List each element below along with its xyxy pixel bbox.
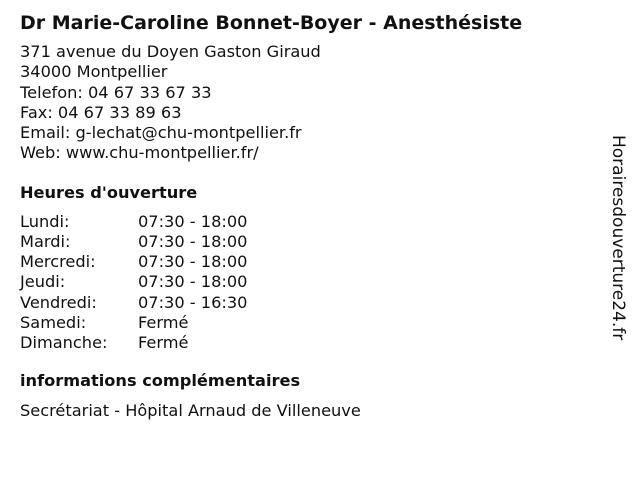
day-label: Dimanche: [20,333,108,352]
phone-line[interactable]: Telefon: 04 67 33 67 33 [20,82,212,102]
time-value: 07:30 - 16:30 [138,292,248,312]
hours-row-friday [20,293,600,313]
hours-row-sunday [20,333,600,353]
address-line-2: 34000 Montpellier [20,62,168,82]
day-label: Lundi: [20,211,70,231]
page-title: Dr Marie-Caroline Bonnet-Boyer - Anesthésiste [20,12,523,34]
day-label: Vendredi: [20,292,97,312]
hours-row-thursday [20,272,600,292]
day-label: Jeudi: [20,272,66,292]
address-line-1: 371 avenue du Doyen Gaston Giraud [20,42,321,61]
fax-line: Fax: 04 67 33 89 63 [20,102,182,122]
hours-row-monday [20,212,600,232]
time-value: Fermé [138,333,189,352]
contact-block [20,42,600,164]
email-line[interactable]: Email: g-lechat@chu-montpellier.fr [20,123,302,143]
info-text: Secrétariat - Hôpital Arnaud de Villeneuve [20,401,361,421]
time-value: 07:30 - 18:00 [138,272,248,292]
hours-table [20,212,600,353]
day-label: Samedi: [20,312,87,332]
day-label: Mardi: [20,231,71,251]
time-value: 07:30 - 18:00 [138,211,248,231]
hours-row-tuesday [20,232,600,252]
hours-heading: Heures d'ouverture [20,182,198,202]
listing-card [20,10,600,422]
time-value: 07:30 - 18:00 [138,252,248,272]
hours-row-wednesday [20,252,600,272]
day-label: Mercredi: [20,252,96,272]
hours-row-saturday [20,313,600,333]
info-heading: informations complémentaires [20,371,301,391]
web-line[interactable]: Web: www.chu-montpellier.fr/ [20,143,259,163]
time-value: Fermé [138,312,189,332]
brand-watermark[interactable]: Horairesdouverture24.fr [608,135,628,341]
time-value: 07:30 - 18:00 [138,231,248,251]
